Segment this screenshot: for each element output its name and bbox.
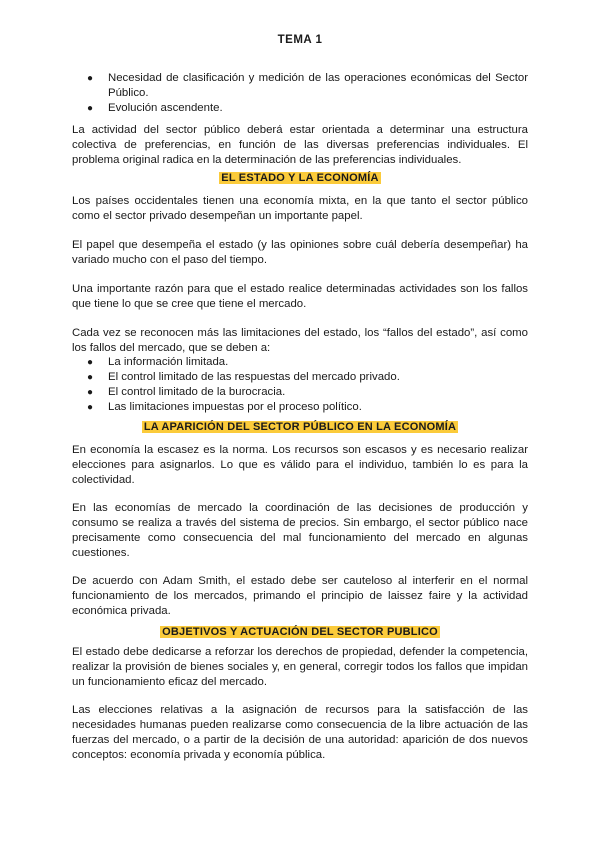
paragraph: Una importante razón para que el estado realice determinadas actividades son los fallos que tiene lo que se cree que tiene el mercado. bbox=[72, 283, 528, 310]
paragraph: En economía la escasez es la norma. Los recursos son escasos y es necesario realizar elecciones para asignarlos. Lo que es válido para el individuo, también lo es para la colectividad. bbox=[72, 444, 528, 486]
bullet-icon: ● bbox=[87, 387, 94, 398]
page-title: TEMA 1 bbox=[277, 34, 323, 46]
paragraph: Cada vez se reconocen más las limitaciones del estado, los “fallos del estado”, así como los fallos del mercado, que se deben a: bbox=[72, 327, 528, 354]
paragraph: El estado debe dedicarse a reforzar los derechos de propiedad, defender la competencia, realizar la provisión de bienes sociales y, en general, corregir todos los fallos que impidan un funcionamiento eficaz del mercado. bbox=[72, 646, 528, 688]
paragraph: Los países occidentales tienen una economía mixta, en la que tanto el sector público como el sector privado desempeñan un importante papel. bbox=[72, 195, 528, 222]
list-item: ● La información limitada. bbox=[87, 356, 229, 368]
bullet-icon: ● bbox=[87, 402, 94, 413]
bullet-icon: ● bbox=[87, 372, 94, 383]
section-heading-objetivos-actuacion: OBJETIVOS Y ACTUACIÓN DEL SECTOR PUBLICO bbox=[162, 626, 438, 638]
paragraph: Las elecciones relativas a la asignación de recursos para la satisfacción de las necesidades humanas pueden realizarse como consecuencia de la libre actuación de las fuerzas del mercado, o a partir de la decisión de una autoridad: aparición de dos nuevos conceptos: economía privada y economía pública. bbox=[72, 704, 528, 761]
list-item: ● Evolución ascendente. bbox=[87, 102, 223, 114]
list-item: ● Necesidad de clasificación y medición de las operaciones económicas del Sector Público. bbox=[87, 72, 528, 99]
list-item: ● Las limitaciones impuestas por el proceso político. bbox=[87, 401, 362, 413]
paragraph: De acuerdo con Adam Smith, el estado debe ser cauteloso al interferir en el normal funcionamiento de los mercados, primando el principio de laissez faire y la actividad económica privada. bbox=[72, 575, 528, 617]
bullet-icon: ● bbox=[87, 103, 94, 114]
limitations-bullet-list bbox=[72, 355, 528, 415]
bullet-icon: ● bbox=[87, 73, 94, 84]
top-bullet-list bbox=[72, 71, 528, 116]
intro-paragraph: La actividad del sector público deberá estar orientada a determinar una estructura colectiva de preferencias, en función de las diversas preferencias individuales. El problema original radica en la determinación de las preferencias individuales. bbox=[72, 124, 528, 166]
paragraph: El papel que desempeña el estado (y las opiniones sobre cuál debería desempeñar) ha variado mucho con el paso del tiempo. bbox=[72, 239, 528, 266]
bullet-icon: ● bbox=[87, 357, 94, 368]
section-heading-estado-economia: EL ESTADO Y LA ECONOMÍA bbox=[221, 172, 379, 184]
list-item: ● El control limitado de las respuestas del mercado privado. bbox=[87, 371, 400, 383]
section-heading-aparicion-sector-publico: LA APARICIÓN DEL SECTOR PÚBLICO EN LA ECONOMÍA bbox=[143, 421, 457, 433]
paragraph: En las economías de mercado la coordinación de las decisiones de producción y consumo se realiza a través del sistema de precios. Sin embargo, el sector público nace precisamente como consecuencia del mal funcionamiento del mercado en algunas cuestiones. bbox=[72, 502, 528, 559]
list-item: ● El control limitado de la burocracia. bbox=[87, 386, 286, 398]
